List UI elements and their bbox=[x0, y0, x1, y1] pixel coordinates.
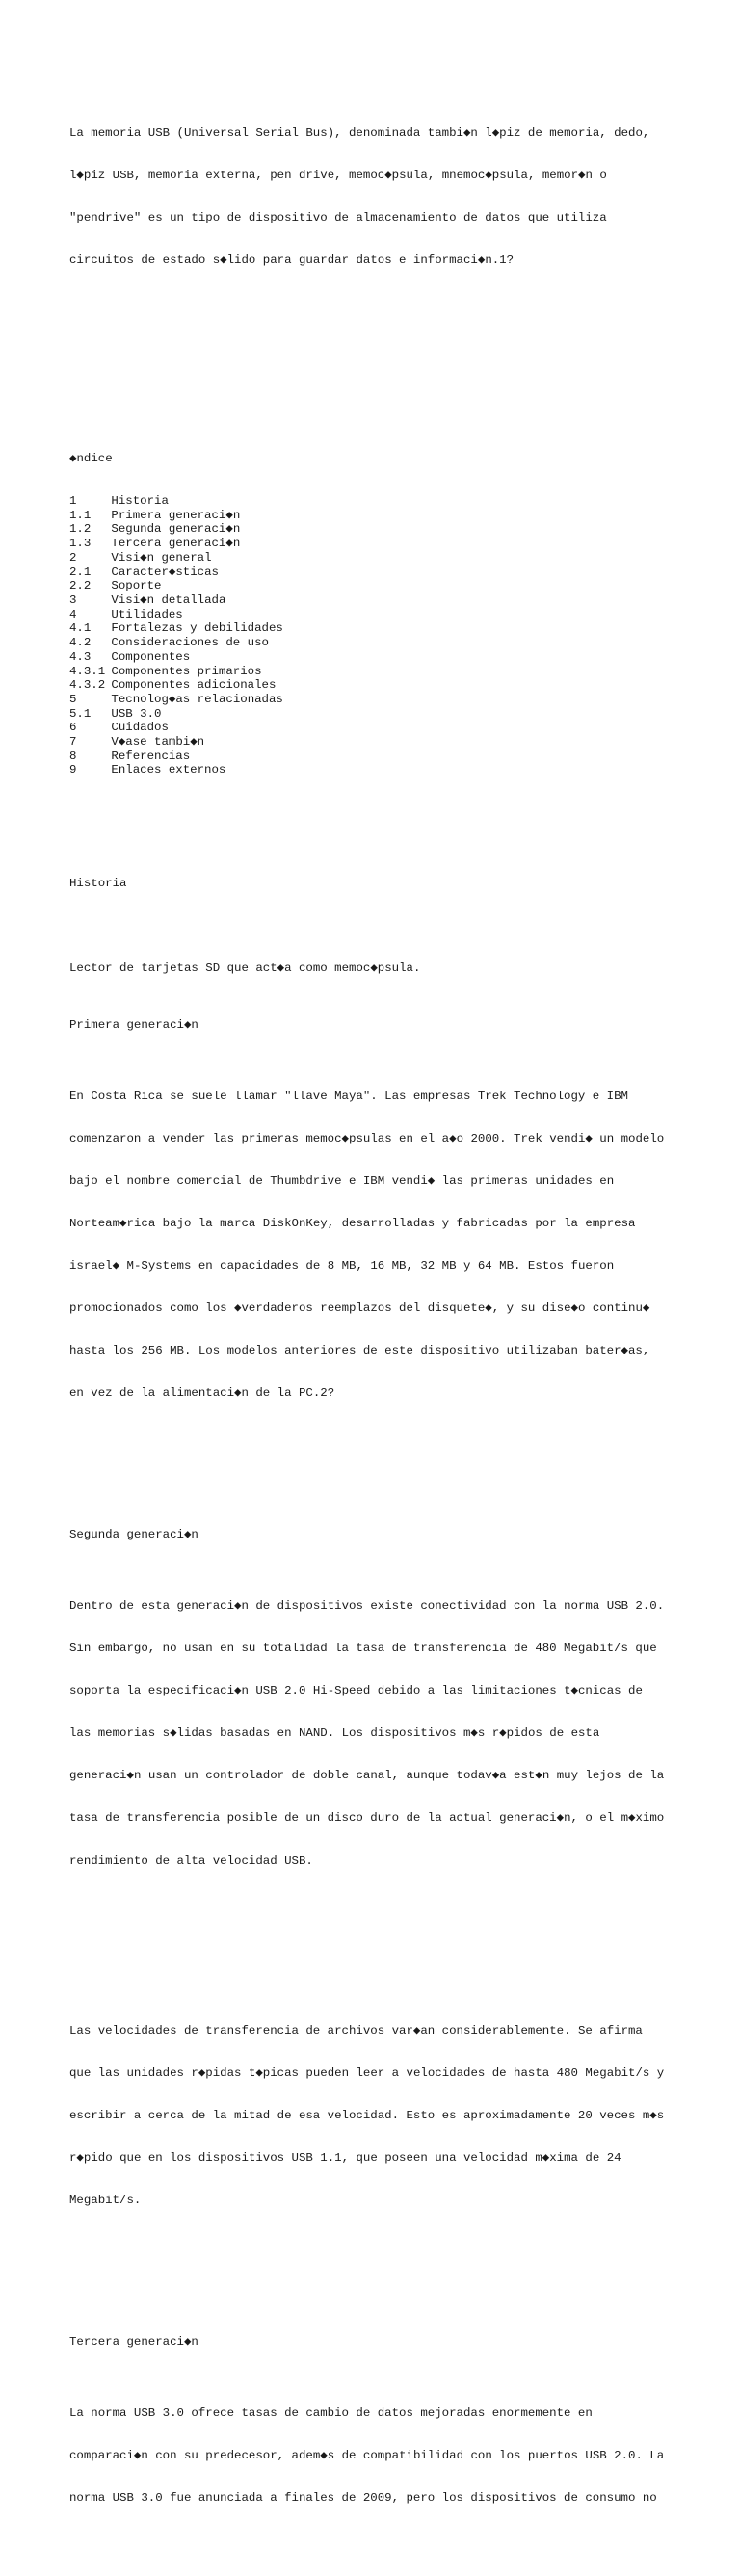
toc-item-number: 4.2 bbox=[69, 636, 92, 650]
toc-item bbox=[69, 749, 686, 764]
toc-item-label: USB 3.0 bbox=[111, 706, 162, 721]
toc-item bbox=[69, 636, 686, 650]
paragraph-segunda bbox=[69, 1570, 686, 1896]
section-heading: Historia bbox=[69, 877, 127, 891]
text-line: Norteam◆rica bajo la marca DiskOnKey, desarrolladas y fabricadas por la empresa bbox=[69, 1216, 636, 1230]
text-line: israel◆ M-Systems en capacidades de 8 MB, 16 MB, 32 MB y 64 MB. Estos fueron bbox=[69, 1259, 615, 1274]
text-line: norma USB 3.0 fue anunciada a finales de 2009, pero los dispositivos de consumo no bbox=[69, 2491, 657, 2506]
subsection-heading: Segunda generaci◆n bbox=[69, 1528, 198, 1542]
toc-item-number: 6 bbox=[69, 721, 77, 735]
text-line: generaci◆n usan un controlador de doble canal, aunque todav◆a est◆n muy lejos de la bbox=[69, 1769, 665, 1783]
toc-item-number: 1.2 bbox=[69, 522, 92, 537]
toc-item-label: Caracter◆sticas bbox=[111, 565, 219, 579]
subsection-heading: Tercera generaci◆n bbox=[69, 2335, 198, 2350]
text-line: bajo el nombre comercial de Thumbdrive e IBM vendi◆ las primeras unidades en bbox=[69, 1173, 615, 1188]
text-line: circuitos de estado s◆lido para guardar datos e informaci◆n.1? bbox=[69, 253, 515, 268]
toc-item-number: 4.3.1 bbox=[69, 664, 106, 678]
toc-item-number: 8 bbox=[69, 749, 77, 763]
text-line: comenzaron a vender las primeras memoc◆psulas en el a◆o 2000. Trek vendi◆ un modelo bbox=[69, 1131, 665, 1145]
image-caption: Lector de tarjetas SD que act◆a como memoc◆psula. bbox=[69, 961, 421, 976]
toc-item bbox=[69, 735, 686, 749]
section-historia bbox=[69, 849, 686, 2563]
toc-item bbox=[69, 763, 686, 777]
toc-item-number: 4 bbox=[69, 607, 77, 621]
toc-item-label: Visi◆n general bbox=[111, 550, 212, 565]
text-line: En Costa Rica se suele llamar "llave Maya". Las empresas Trek Technology e IBM bbox=[69, 1089, 628, 1103]
toc-item-label: Primera generaci◆n bbox=[111, 508, 241, 522]
toc-item bbox=[69, 537, 686, 551]
toc-item-number: 4.1 bbox=[69, 621, 92, 636]
text-line: rendimiento de alta velocidad USB. bbox=[69, 1853, 313, 1868]
toc-item-label: Tecnolog◆as relacionadas bbox=[111, 692, 283, 706]
toc-item-label: Segunda generaci◆n bbox=[111, 522, 241, 537]
document-body bbox=[69, 69, 686, 2576]
toc-item-number: 1 bbox=[69, 494, 77, 509]
toc-item bbox=[69, 509, 686, 523]
toc-item-number: 5 bbox=[69, 692, 77, 706]
toc-item-label: V◆ase tambi◆n bbox=[111, 735, 205, 749]
toc-item bbox=[69, 608, 686, 622]
toc-item-number: 4.3.2 bbox=[69, 678, 106, 693]
toc-item-number: 7 bbox=[69, 735, 77, 749]
toc-item-label: Tercera generaci◆n bbox=[111, 537, 241, 551]
toc-title: ◆ndice bbox=[69, 451, 113, 465]
toc-item-label: Componentes primarios bbox=[111, 664, 262, 678]
toc-item bbox=[69, 522, 686, 537]
paragraph-primera bbox=[69, 1061, 686, 1429]
toc-item-label: Componentes adicionales bbox=[111, 678, 277, 693]
text-line: Las velocidades de transferencia de archivos var◆an considerablemente. Se afirma bbox=[69, 2023, 643, 2037]
text-line: las memorias s◆lidas basadas en NAND. Los dispositivos m◆s r◆pidos de esta bbox=[69, 1726, 600, 1741]
toc-list bbox=[69, 494, 686, 777]
text-line: que las unidades r◆pidas t◆picas pueden leer a velocidades de hasta 480 Megabit/s y bbox=[69, 2066, 665, 2081]
paragraph-velocidades bbox=[69, 1996, 686, 2237]
toc-item bbox=[69, 707, 686, 722]
toc-item-number: 2 bbox=[69, 550, 77, 565]
text-line: comparaci◆n con su predecesor, adem◆s de compatibilidad con los puertos USB 2.0. La bbox=[69, 2449, 665, 2463]
toc-item-number: 4.3 bbox=[69, 649, 92, 664]
text-line: La norma USB 3.0 ofrece tasas de cambio de datos mejoradas enormemente en bbox=[69, 2405, 593, 2420]
toc-item bbox=[69, 721, 686, 735]
toc-item-number: 9 bbox=[69, 763, 77, 777]
toc-item bbox=[69, 678, 686, 693]
toc-item bbox=[69, 551, 686, 565]
subsection-heading: Primera generaci◆n bbox=[69, 1018, 198, 1033]
toc-item-number: 1.1 bbox=[69, 508, 92, 522]
text-line: La memoria USB (Universal Serial Bus), denominada tambi◆n l◆piz de memoria, dedo, bbox=[69, 125, 650, 140]
toc-item-label: Utilidades bbox=[111, 607, 183, 621]
toc-item bbox=[69, 494, 686, 509]
toc-item-label: Visi◆n detallada bbox=[111, 593, 226, 607]
toc-item-label: Soporte bbox=[111, 579, 162, 593]
text-line: "pendrive" es un tipo de dispositivo de almacenamiento de datos que utiliza bbox=[69, 211, 607, 225]
toc-item bbox=[69, 565, 686, 580]
toc-item-number: 5.1 bbox=[69, 706, 92, 721]
toc-item-label: Cuidados bbox=[111, 721, 169, 735]
toc-item-label: Fortalezas y debilidades bbox=[111, 621, 283, 636]
toc-item-number: 1.3 bbox=[69, 537, 92, 551]
toc-item-label: Historia bbox=[111, 494, 169, 509]
text-line: r◆pido que en los dispositivos USB 1.1, que poseen una velocidad m◆xima de 24 bbox=[69, 2151, 621, 2166]
paragraph-tercera bbox=[69, 2379, 686, 2535]
text-line: Sin embargo, no usan en su totalidad la tasa de transferencia de 480 Megabit/s que bbox=[69, 1642, 657, 1655]
toc-item-label: Referencias bbox=[111, 749, 191, 763]
text-line: l◆piz USB, memoria externa, pen drive, memoc◆psula, mnemoc◆psula, memor◆n o bbox=[69, 168, 607, 182]
toc-item bbox=[69, 593, 686, 608]
intro-paragraph bbox=[69, 97, 686, 296]
text-line: Megabit/s. bbox=[69, 2194, 142, 2208]
toc-item bbox=[69, 621, 686, 636]
text-line: soporta la especificaci◆n USB 2.0 Hi-Speed debido a las limitaciones t◆cnicas de bbox=[69, 1684, 643, 1698]
toc-item-label: Enlaces externos bbox=[111, 763, 226, 777]
toc-item bbox=[69, 665, 686, 679]
toc-item-number: 3 bbox=[69, 593, 77, 607]
toc-item-label: Consideraciones de uso bbox=[111, 636, 269, 650]
table-of-contents bbox=[69, 424, 686, 806]
toc-item bbox=[69, 650, 686, 665]
text-line: tasa de transferencia posible de un disco duro de la actual generaci◆n, o el m◆ximo bbox=[69, 1811, 665, 1826]
toc-item-number: 2.1 bbox=[69, 565, 92, 579]
text-line: en vez de la alimentaci◆n de la PC.2? bbox=[69, 1386, 335, 1401]
text-line: promocionados como los ◆verdaderos reemplazos del disquete◆, y su dise◆o continu◆ bbox=[69, 1301, 650, 1316]
toc-item bbox=[69, 693, 686, 707]
toc-item bbox=[69, 579, 686, 593]
toc-item-number: 2.2 bbox=[69, 579, 92, 593]
text-line: Dentro de esta generaci◆n de dispositivos existe conectividad con la norma USB 2.0. bbox=[69, 1598, 665, 1613]
text-line: escribir a cerca de la mitad de esa velocidad. Esto es aproximadamente 20 veces m◆s bbox=[69, 2109, 665, 2123]
toc-item-label: Componentes bbox=[111, 649, 191, 664]
text-line: hasta los 256 MB. Los modelos anteriores de este dispositivo utilizaban bater◆as, bbox=[69, 1344, 650, 1358]
